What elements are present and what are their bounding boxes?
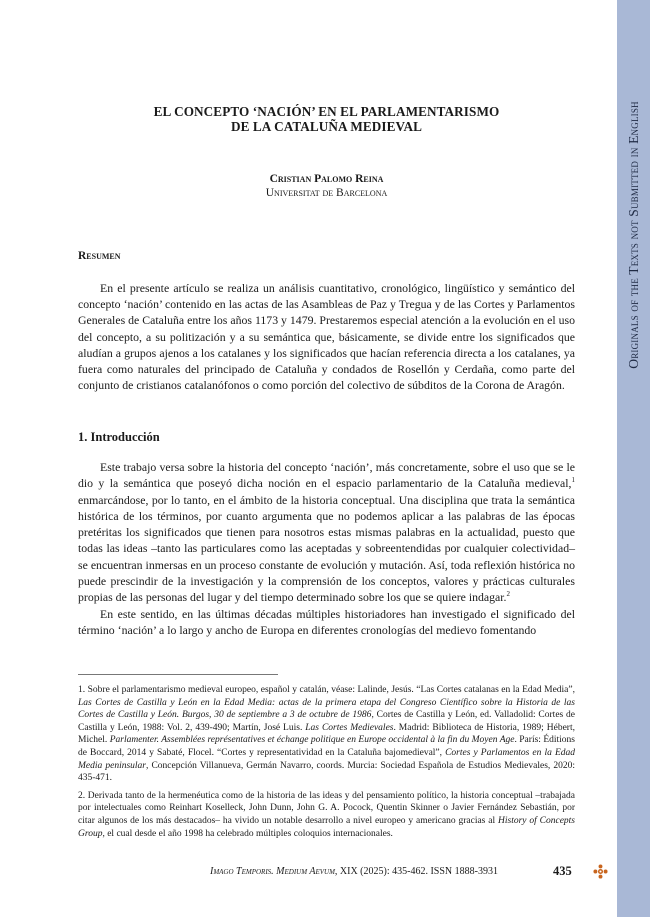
title-line-1: EL CONCEPTO ‘NACIÓN’ EN EL PARLAMENTARISMO xyxy=(153,104,500,119)
footer-citation xyxy=(210,866,498,877)
title-line-2: DE LA CATALUÑA MEDIEVAL xyxy=(231,119,422,134)
footnote-1-text: . Madrid: Biblioteca de Historia, 1989; Hébert, Michel. xyxy=(78,722,575,746)
abstract-text: En el presente artículo se realiza un análisis cuantitativo, cronológico, lingüístico y semántico del concepto ‘nación’ contenido en las actas de las Asambleas de Paz y Tregua y de las Cortes y Parlamentos Generales de Cataluña entre los años 1173 y 1479. Prestaremos especial atención a la evolución en el uso del concepto, a su politización y a su semántica que, básicamente, se divide entre los significados que aludían a grupos ajenos a los catalanes y los significados que hacían referencia directa a los catalanes, ya fuera como naturales del principado de Cataluña y condados de Rosellón y Cerdaña, como parte del conjunto de cristianos catalanófonos o como porción del colectivo de súbditos de la Corona de Aragón. xyxy=(78,281,575,393)
footnote-ref-1[interactable]: 1 xyxy=(571,476,575,485)
abstract-heading: Resumen xyxy=(78,250,121,262)
body-text xyxy=(78,459,575,638)
page-number: 435 xyxy=(553,864,572,878)
footnote-1-italic: Cortes y Parlamentos en la Edad Media peninsular xyxy=(78,747,575,771)
article-title xyxy=(78,104,575,134)
author-name: Cristian Palomo Reina xyxy=(269,173,384,185)
footnote-1-italic: Las Cortes Medievales xyxy=(305,722,394,733)
paragraph-1-part-2: enmarcándose, por lo tanto, en el ámbito de la historia conceptual. Una disciplina que trata la semántica histórica de los términos, por cuanto argumenta que no podemos aplicar a las palabras de las épocas pretéritas los significados que tienen para nosotros estas mismas palabras en la actualidad, puesto que todas las ideas –tanto las particulares como las aceptadas y sobreentendidas por cualquier colectividad– se encuentran inmersas en un proceso constante de evolución y mutación. Así, toda reflexión histórica no puede prescindir de la investigación y la comprensión de los conceptos, valores y prácticas culturales propias de las personas del lugar y del tiempo determinado sobre los que se quiere indagar. xyxy=(78,492,575,605)
footnote-ref-2[interactable]: 2 xyxy=(506,590,510,599)
footnote-2 xyxy=(78,790,575,840)
footnote-1-italic: Parlamenter. Assemblées représentatives et échange politique en Europe occidental à la fin du Moyen Age xyxy=(109,735,515,746)
footnote-1-text: . París: Éditions de Boccard, 2014 y Sabaté, Flocel. “Cortes y representatividad en la Cataluña bajomedieval”, xyxy=(78,735,575,758)
ornament-icon xyxy=(593,864,608,879)
footnote-2-italic: History of Concepts Group xyxy=(78,815,575,839)
footnote-divider xyxy=(78,674,278,675)
author-affiliation: Universitat de Barcelona xyxy=(265,187,388,199)
section-heading-introduccion: 1. Introducción xyxy=(78,430,160,444)
footnotes xyxy=(78,684,575,845)
footnote-2-text: 2. Derivada tanto de la hermenéutica como de la historia de las ideas y del pensamiento político, la historia conceptual –trabajada por intelectuales como Reinhart Koselleck, John Dunn, John G. A. Pocock, Quentin Skinner o Javier Fernández Sebastián, por citar algunos de los más destacados– ha vivido un notable desarrollo a nivel europeo y americano gracias al xyxy=(78,790,575,826)
footnote-1-text: 1. Sobre el parlamentarismo medieval europeo, español y catalán, véase: Lalinde, Jesús. “Las Cortes catalanas en la Edad Media”, xyxy=(78,685,575,695)
footnote-1-text: , Cortes de Castilla y León, ed. Valladolid: Cortes de Castilla y León, 1988: Vol. 2, 439-490; Martín, José Luis. xyxy=(78,710,575,733)
sidebar-label-container xyxy=(617,0,650,917)
footnote-1-italic: Las Cortes de Castilla y León en la Edad Media: actas de la primera etapa del Congreso Científico sobre la Historia de las Cortes de Castilla y León. Burgos, 30 de septiembre a 3 de octubre de 1986 xyxy=(78,697,575,721)
footnote-1-text: , Concepción Villanueva, Germán Navarro, coords. Murcia: Sociedad Española de Estudios Medievales, 2020: 435-471. xyxy=(78,760,575,784)
sidebar-label: Originals of the Texts not Submitted in English xyxy=(625,101,641,369)
paragraph-1 xyxy=(78,459,575,606)
footnote-1 xyxy=(78,684,575,785)
paragraph-2: En este sentido, en las últimas décadas múltiples historiadores han investigado el significado del término ‘nación’ a lo largo y ancho de Europa en diferentes cronologías del medievo fomentando xyxy=(78,606,575,637)
paragraph-1-part-1: Este trabajo versa sobre la historia del concepto ‘nación’, más concretamente, sobre el uso que se le dio y la semántica que poseyó dicha noción en el espacio parlamentario de la Cataluña medieval, xyxy=(78,460,575,491)
footer-issue-details: , XIX (2025): 435-462. ISSN 1888-3931 xyxy=(334,866,498,877)
footnote-2-text: , el cual desde el año 1998 ha celebrado múltiples coloquios internacionales. xyxy=(102,828,393,839)
footer-journal-name: Imago Temporis. Medium Aevum xyxy=(210,866,335,877)
